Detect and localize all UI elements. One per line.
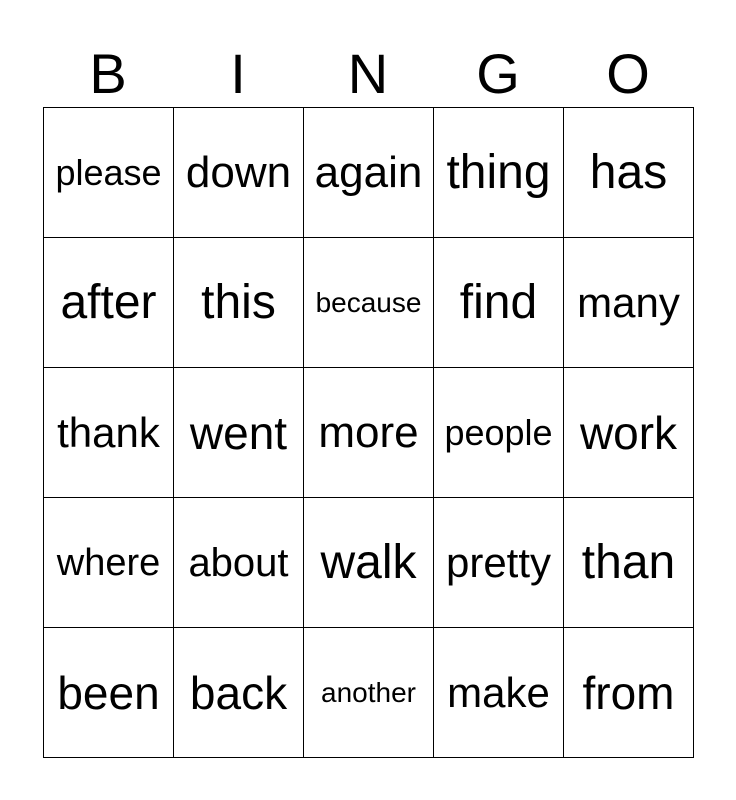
bingo-cell[interactable]: people <box>434 368 564 498</box>
bingo-cell[interactable]: pretty <box>434 498 564 628</box>
header-letter-o: O <box>606 42 650 105</box>
bingo-cell[interactable]: been <box>44 628 174 758</box>
bingo-board <box>43 107 694 758</box>
bingo-cell[interactable]: after <box>44 238 174 368</box>
header-letter-g: G <box>476 42 520 105</box>
bingo-cell[interactable]: work <box>564 368 694 498</box>
header-letter-i: I <box>230 42 246 105</box>
bingo-cell[interactable]: please <box>44 108 174 238</box>
bingo-cell[interactable]: this <box>174 238 304 368</box>
bingo-cell[interactable]: find <box>434 238 564 368</box>
bingo-cell[interactable]: many <box>564 238 694 368</box>
bingo-cell[interactable]: than <box>564 498 694 628</box>
bingo-cell[interactable]: thank <box>44 368 174 498</box>
header-letter-n: N <box>347 42 389 105</box>
bingo-cell[interactable]: thing <box>434 108 564 238</box>
bingo-cell[interactable]: went <box>174 368 304 498</box>
bingo-header <box>43 40 693 108</box>
bingo-cell[interactable]: where <box>44 498 174 628</box>
bingo-cell[interactable]: walk <box>304 498 434 628</box>
bingo-cell[interactable]: back <box>174 628 304 758</box>
bingo-cell[interactable]: more <box>304 368 434 498</box>
bingo-cell[interactable]: has <box>564 108 694 238</box>
bingo-cell[interactable]: again <box>304 108 434 238</box>
bingo-cell[interactable]: because <box>304 238 434 368</box>
header-letter-b: B <box>89 42 127 105</box>
bingo-cell[interactable]: make <box>434 628 564 758</box>
bingo-cell[interactable]: down <box>174 108 304 238</box>
bingo-cell[interactable]: about <box>174 498 304 628</box>
bingo-cell[interactable]: from <box>564 628 694 758</box>
bingo-cell[interactable]: another <box>304 628 434 758</box>
